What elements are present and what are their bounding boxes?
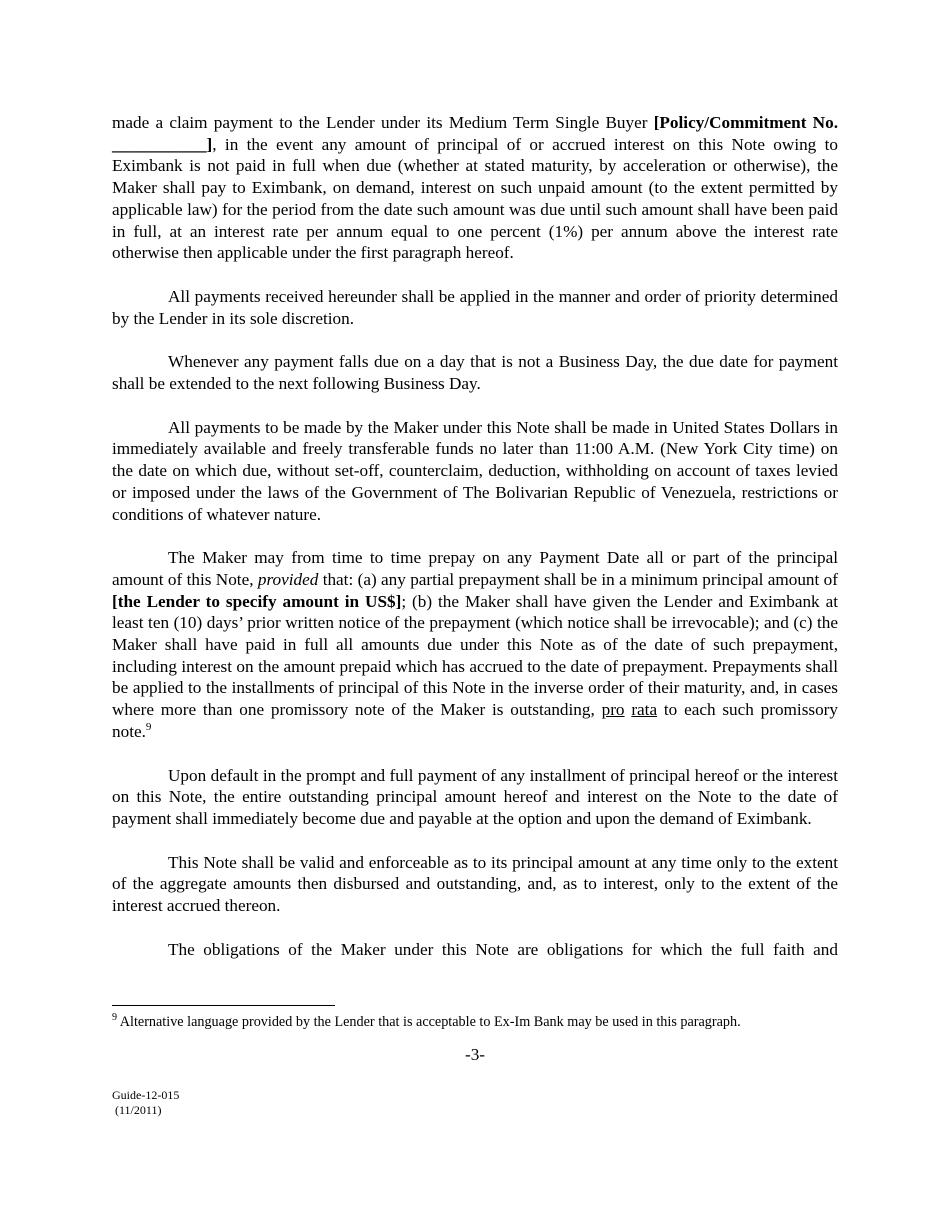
paragraph-text: made a claim payment to the Lender under its Medium Term Single Buyer — [112, 113, 654, 132]
paragraph-business-day: Whenever any payment falls due on a day that is not a Business Day, the due date for payment shall be extended to the next following Business Day. — [112, 352, 838, 394]
rata-underlined: rata — [631, 700, 658, 720]
paragraph-application-of-payments: All payments received hereunder shall be applied in the manner and order of priority determined by the Lender in its sole discretion. — [112, 286, 838, 328]
paragraph-claim-payment-interest — [112, 112, 838, 264]
pro-underlined: pro — [601, 700, 625, 720]
footnote-separator — [112, 1005, 335, 1006]
paragraph-text: that: (a) any partial prepayment shall be in a minimum principal amount of — [318, 569, 838, 589]
guide-date: (11/2011) — [112, 1103, 162, 1117]
guide-code: Guide-12-015 — [112, 1088, 180, 1102]
document-body — [112, 112, 838, 983]
paragraph-prepayment — [112, 547, 838, 742]
footnote-reference: 9 — [145, 720, 152, 733]
minimum-amount-placeholder: [the Lender to specify amount in US$] — [112, 591, 402, 611]
provided-italic: provided — [257, 569, 319, 589]
footnote-text: Alternative language provided by the Lender that is acceptable to Ex-Im Bank may be used in this paragraph. — [117, 1014, 741, 1030]
footnote — [112, 1013, 852, 1031]
footnote-number: 9 — [112, 1012, 117, 1023]
policy-commitment-placeholder: [Policy/Commitment No. ___________] — [112, 113, 838, 154]
paragraph-text: The Maker may from time to time prepay on any Payment Date all or part of the principal amount of this Note, — [112, 548, 838, 589]
page-number: -3- — [464, 1045, 486, 1064]
paragraph-payment-currency: All payments to be made by the Maker under this Note shall be made in United States Dollars in immediately available and freely transferable funds no later than 11:00 A.M. (New York City time) on the date on which due, without set-off, counterclaim, deduction, withholding on account of taxes levied or imposed under the laws of the Government of The Bolivarian Republic of Venezuela, restrictions or conditions of whatever nature. — [112, 417, 838, 524]
paragraph-enforceability: This Note shall be valid and enforceable as to its principal amount at any time only to the extent of the aggregate amounts then disbursed and outstanding, and, as to interest, only to the extent of the interest accrued thereon. — [112, 852, 838, 916]
guide-reference — [112, 1088, 179, 1118]
paragraph-text: to each such promissory note. — [112, 700, 838, 741]
paragraph-obligations: The obligations of the Maker under this Note are obligations for which the full faith and — [168, 939, 838, 959]
paragraph-text: , in the event any amount of principal of or accrued interest on this Note owing to Eximbank is not paid in full when due (whether at stated maturity, by acceleration or otherwise), the Maker shall pay to Eximbank, on demand, interest on such unpaid amount (to the extent permitted by applicable law) for the period from the date such amount was due until such amount shall have been paid in full, at an interest rate per annum equal to one percent (1%) per annum above the interest rate otherwise then applicable under the first paragraph hereof. — [112, 134, 838, 263]
paragraph-text: ; (b) the Maker shall have given the Lender and Eximbank at least ten (10) days’ prior written notice of the prepayment (which notice shall be irrevocable); and (c) the Maker shall have paid in full all amounts due under this Note as of the date of such prepayment, including interest on the amount prepaid which has accrued to the date of prepayment. Prepayments shall be applied to the installments of principal of this Note in the inverse order of their maturity, and, in cases where more than one promissory note of the Maker is outstanding, — [112, 591, 838, 720]
paragraph-default: Upon default in the prompt and full payment of any installment of principal hereof or the interest on this Note, the entire outstanding principal amount hereof and interest on the Note to the date of payment shall immediately become due and payable at the option and upon the demand of Eximbank. — [112, 765, 838, 828]
